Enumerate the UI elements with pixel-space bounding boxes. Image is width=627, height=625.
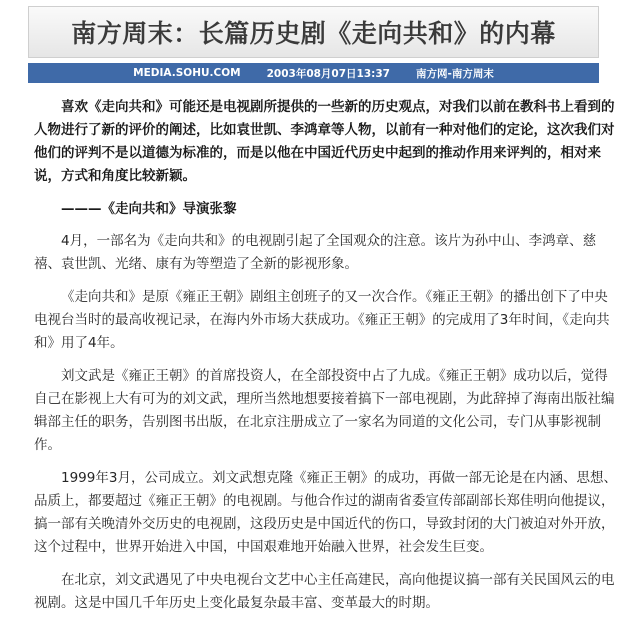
origin-link[interactable]: 南方网-南方周末 — [415, 67, 494, 80]
paragraph: 刘文武是《雍正王朝》的首席投资人，在全部投资中占了九成。《雍正王朝》成功以后，觉得自己在影视上大有可为的刘文武，理所当然地想要接着搞下一部电视剧，为此辞掉了海南出版社编辑部主任的职务，告别图书出版，在北京注册成立了一家名为同道的文化公司，专门从事影视制作。 — [34, 368, 615, 453]
quote-attribution: ———《走向共和》导演张黎 — [61, 201, 237, 217]
paragraph: 《走向共和》是原《雍正王朝》剧组主创班子的又一次合作。《雍正王朝》的播出创下了中央电视台当时的最高收视记录，在海内外市场大获成功。《雍正王朝》的完成用了3年时间，《走向共和》用了4年。 — [34, 289, 610, 351]
source-link[interactable]: MEDIA.SOHU.COM — [133, 67, 241, 79]
paragraph: 4月，一部名为《走向共和》的电视剧引起了全国观众的注意。该片为孙中山、李鸿章、慈禧、袁世凯、光绪、康有为等塑造了全新的影视形象。 — [34, 233, 597, 272]
article-title: 南方周末：长篇历史剧《走向共和》的内幕 — [71, 19, 556, 48]
article-body — [34, 96, 618, 625]
lead-quote: 喜欢《走向共和》可能还是电视剧所提供的一些新的历史观点，对我们以前在教科书上看到的人物进行了新的评价的阐述，比如袁世凯、李鸿章等人物，以前有一种对他们的定论，这次我们对他们的评判不是以道德为标准的，而是以他在中国近代历史中起到的推动作用来评判的，相对来说，方式和角度比较新颖。 — [34, 99, 615, 184]
publish-datetime: 2003年08月07日13:37 — [266, 67, 390, 80]
paragraph: 在北京，刘文武遇见了中央电视台文艺中心主任高建民，高向他提议搞一部有关民国风云的电视剧。这是中国几千年历史上变化最复杂最丰富、变革最大的时期。 — [34, 572, 615, 611]
article-header — [28, 6, 599, 58]
paragraph: 1999年3月，公司成立。刘文武想克隆《雍正王朝》的成功，再做一部无论是在内涵、思想、品质上，都要超过《雍正王朝》的电视剧。与他合作过的湖南省委宣传部副部长郑佳明向他提议，搞一部有关晚清外交历史的电视剧，这段历史是中国近代的伤口，导致封闭的大门被迫对外开放，这个过程中，世界开始进入中国，中国艰难地开始融入世界，社会发生巨变。 — [34, 470, 617, 555]
meta-bar — [28, 63, 599, 83]
